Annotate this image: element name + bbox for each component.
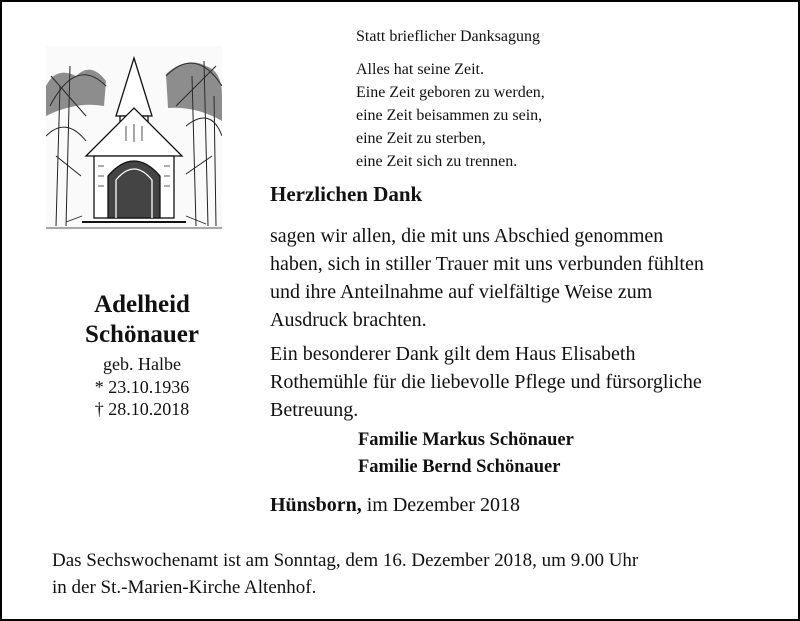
intro-line: Statt brieflicher Danksagung	[356, 28, 540, 45]
poem-line: eine Zeit sich zu trennen.	[356, 153, 518, 170]
poem-line: Eine Zeit geboren zu werden,	[356, 84, 545, 101]
special-thanks-paragraph	[270, 340, 800, 424]
death-date: † 28.10.2018	[94, 399, 190, 419]
family-signature: Familie Bernd Schönauer	[358, 457, 561, 477]
paragraph-line: und ihre Anteilnahme auf vielfältige Weise zum	[270, 281, 653, 303]
paragraph-line: Betreuung.	[270, 399, 359, 421]
thanks-paragraph	[270, 222, 800, 334]
paragraph-line: Rothemühle für die liebevolle Pflege und fürsorgliche	[270, 371, 702, 393]
family-signature: Familie Markus Schönauer	[358, 430, 574, 450]
paragraph-line: sagen wir allen, die mit uns Abschied genommen	[270, 225, 664, 247]
deceased-info	[32, 290, 252, 420]
deceased-first-name: Adelheid	[94, 291, 190, 318]
service-notice	[52, 547, 792, 601]
birth-date: * 23.10.1936	[94, 377, 190, 397]
poem-line: Alles hat seine Zeit.	[356, 61, 484, 78]
paragraph-line: Ein besonderer Dank gilt dem Haus Elisabeth	[270, 343, 636, 365]
poem-line: eine Zeit beisammen zu sein,	[356, 107, 543, 124]
poem-line: eine Zeit zu sterben,	[356, 130, 486, 147]
notice-line: in der St.-Marien-Kirche Altenhof.	[52, 577, 317, 598]
place-date-text: im Dezember 2018	[366, 494, 520, 516]
paragraph-line: Ausdruck brachten.	[270, 309, 427, 331]
poem	[356, 58, 545, 173]
chapel-illustration	[46, 46, 222, 230]
place-town: Hünsborn,	[270, 494, 362, 516]
paragraph-line: haben, sich in stiller Trauer mit uns verbunden fühlten	[270, 253, 704, 275]
place-date	[270, 494, 520, 517]
deceased-last-name: Schönauer	[85, 321, 199, 348]
notice-line: Das Sechswochenamt ist am Sonntag, dem 16. Dezember 2018, um 9.00 Uhr	[52, 550, 639, 571]
birth-name: geb. Halbe	[103, 354, 181, 374]
thanks-headline: Herzlichen Dank	[270, 182, 423, 206]
